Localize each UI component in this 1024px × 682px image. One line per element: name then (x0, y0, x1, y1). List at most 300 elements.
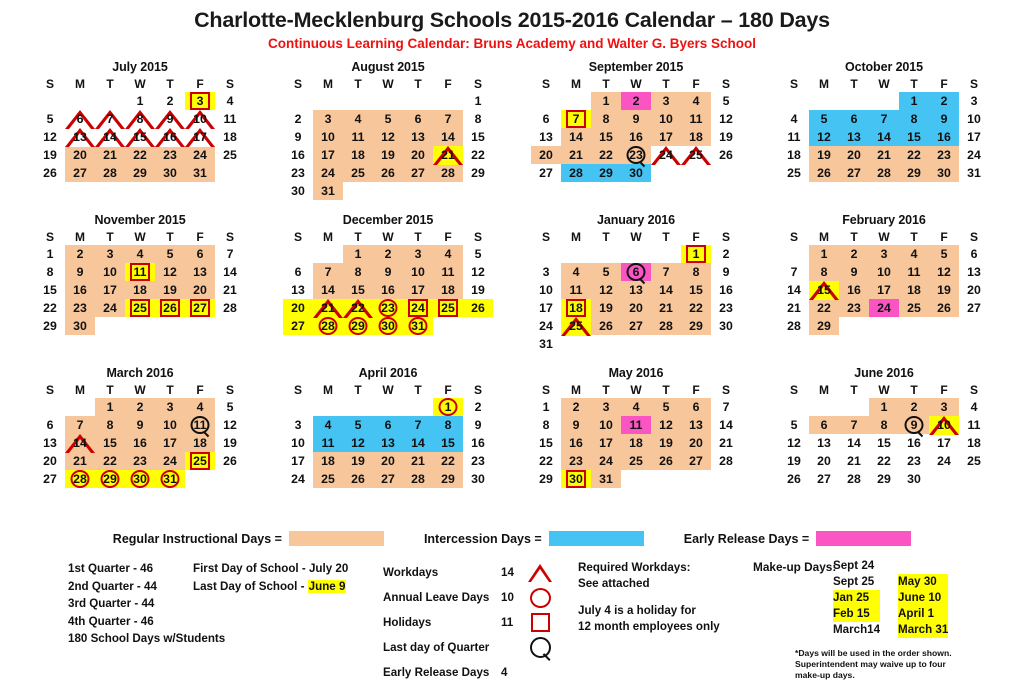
day-number: 6 (970, 246, 978, 261)
day-cell-22 (343, 299, 373, 317)
weekday-header-row (765, 76, 1003, 92)
day-number: 1 (354, 246, 362, 261)
count-row-4 (383, 660, 578, 682)
day-cell-14 (839, 434, 869, 452)
makeup-entry-1: May 30 (898, 574, 948, 590)
day-cell-28 (839, 470, 869, 488)
day-number: 8 (136, 111, 144, 126)
day-cell-24 (313, 164, 343, 182)
day-cell-16 (899, 434, 929, 452)
weekday-label-3: W (382, 77, 394, 91)
weekday-label-3: W (134, 77, 146, 91)
day-cell-22 (591, 146, 621, 164)
day-cell-21 (65, 452, 95, 470)
month-title: December 2015 (342, 213, 434, 227)
day-cell-3 (959, 92, 989, 110)
weekday-label-4: T (166, 230, 174, 244)
week-row (269, 110, 507, 128)
day-number: 29 (817, 318, 831, 333)
day-number: 20 (817, 453, 831, 468)
month-title: October 2015 (844, 60, 923, 74)
empty-cell (779, 398, 809, 416)
day-cell-6 (373, 416, 403, 434)
day-number: 7 (722, 399, 730, 414)
day-cell-5 (463, 245, 493, 263)
day-cell-27 (839, 164, 869, 182)
week-row (517, 281, 755, 299)
weekday-label-6: S (969, 77, 978, 91)
month-title: June 2016 (854, 366, 914, 380)
empty-cell (899, 317, 929, 335)
day-number: 19 (719, 129, 733, 144)
day-cell-26 (343, 470, 373, 488)
day-number: 1 (106, 399, 114, 414)
day-cell-24 (185, 146, 215, 164)
day-number: 6 (820, 417, 828, 432)
count-label: Early Release Days (383, 666, 490, 679)
day-cell-26 (463, 299, 493, 317)
day-number: 11 (907, 264, 921, 279)
day-cell-22 (125, 146, 155, 164)
day-number: 11 (223, 111, 237, 126)
day-cell-21 (433, 146, 463, 164)
day-number: 26 (719, 147, 733, 162)
day-number: 26 (659, 453, 673, 468)
day-number: 20 (629, 300, 643, 315)
day-cell-4 (185, 398, 215, 416)
day-cell-7 (869, 110, 899, 128)
count-row-1 (383, 585, 578, 610)
day-cell-3 (95, 245, 125, 263)
weekday-label-4: T (414, 77, 422, 91)
day-cell-3 (313, 110, 343, 128)
day-cell-18 (343, 146, 373, 164)
day-cell-3 (283, 416, 313, 434)
count-label: Workdays (383, 566, 439, 579)
day-cell-15 (681, 281, 711, 299)
day-number: 3 (324, 111, 332, 126)
day-cell-12 (779, 434, 809, 452)
day-cell-28 (561, 164, 591, 182)
day-cell-16 (65, 281, 95, 299)
day-number: 10 (411, 264, 425, 279)
day-cell-17 (155, 434, 185, 452)
week-row (517, 416, 755, 434)
empty-cell (373, 398, 403, 416)
weekday-label-3: W (630, 77, 642, 91)
day-cell-4 (779, 110, 809, 128)
day-cell-4 (681, 92, 711, 110)
day-number: 17 (103, 282, 117, 297)
day-cell-6 (65, 110, 95, 128)
day-cell-8 (463, 110, 493, 128)
day-number: 11 (569, 282, 583, 297)
day-number: 28 (659, 318, 673, 333)
day-number: 25 (351, 165, 365, 180)
day-number: 27 (629, 318, 643, 333)
weekday-label-6: S (225, 383, 234, 397)
day-number: 3 (940, 399, 948, 414)
weekday-label-1: M (75, 77, 85, 91)
day-cell-16 (373, 281, 403, 299)
counts-list (383, 560, 578, 682)
day-number: 26 (381, 165, 395, 180)
empty-cell (779, 92, 809, 110)
day-cell-12 (463, 263, 493, 281)
day-cell-14 (403, 434, 433, 452)
day-cell-25 (433, 299, 463, 317)
day-number: 31 (411, 318, 425, 333)
empty-cell (621, 245, 651, 263)
week-row (21, 92, 259, 110)
week-row (269, 416, 507, 434)
day-number: 29 (471, 165, 485, 180)
day-cell-29 (343, 317, 373, 335)
page-header (0, 0, 1024, 51)
day-cell-2 (155, 92, 185, 110)
day-cell-9 (155, 110, 185, 128)
week-row (21, 263, 259, 281)
week-row (21, 398, 259, 416)
weekday-label-3: W (878, 77, 890, 91)
month-february-2016 (765, 213, 1003, 366)
day-cell-8 (681, 263, 711, 281)
day-number: 15 (539, 435, 553, 450)
legend-item-instructional (113, 531, 384, 546)
day-number: 31 (599, 471, 613, 486)
day-cell-15 (809, 281, 839, 299)
day-number: 5 (662, 399, 670, 414)
day-cell-11 (185, 416, 215, 434)
day-cell-20 (185, 281, 215, 299)
month-title: April 2016 (358, 366, 418, 380)
day-cell-10 (313, 128, 343, 146)
day-cell-24 (591, 452, 621, 470)
day-cell-8 (591, 110, 621, 128)
day-cell-14 (869, 128, 899, 146)
day-number: 17 (193, 129, 207, 144)
day-number: 6 (196, 246, 204, 261)
weekday-label-3: W (630, 383, 642, 397)
day-cell-5 (779, 416, 809, 434)
day-cell-23 (621, 146, 651, 164)
day-number: 12 (223, 417, 237, 432)
day-number: 25 (321, 471, 335, 486)
day-cell-5 (343, 416, 373, 434)
weekday-label-2: T (850, 77, 858, 91)
count-row-3 (383, 635, 578, 660)
day-number: 2 (474, 399, 482, 414)
day-cell-5 (215, 398, 245, 416)
weekday-label-6: S (473, 77, 482, 91)
day-number: 23 (291, 165, 305, 180)
day-cell-1 (899, 92, 929, 110)
empty-cell (621, 335, 651, 353)
empty-cell (403, 398, 433, 416)
day-cell-10 (95, 263, 125, 281)
day-number: 10 (291, 435, 305, 450)
day-cell-31 (959, 164, 989, 182)
day-number: 23 (471, 453, 485, 468)
week-row (269, 281, 507, 299)
day-number: 17 (937, 435, 951, 450)
empty-cell (65, 398, 95, 416)
day-number: 3 (602, 399, 610, 414)
school-dates (193, 560, 383, 595)
day-number: 15 (441, 435, 455, 450)
day-cell-18 (215, 128, 245, 146)
day-cell-30 (283, 182, 313, 200)
day-number: 19 (223, 435, 237, 450)
empty-cell (839, 398, 869, 416)
day-number: 19 (937, 282, 951, 297)
day-number: 19 (659, 435, 673, 450)
day-cell-27 (35, 470, 65, 488)
day-number: 18 (193, 435, 207, 450)
day-cell-18 (621, 434, 651, 452)
day-number: 7 (226, 246, 234, 261)
day-cell-18 (125, 281, 155, 299)
day-cell-26 (651, 452, 681, 470)
day-number: 22 (817, 300, 831, 315)
day-number: 19 (351, 453, 365, 468)
makeup-footnote-line1: *Days will be used in the order shown. (795, 648, 952, 658)
day-number: 11 (193, 417, 207, 432)
day-number: 11 (351, 129, 365, 144)
day-number: 6 (850, 111, 858, 126)
day-number: 13 (539, 129, 553, 144)
month-march-2016 (21, 366, 259, 519)
day-cell-28 (95, 164, 125, 182)
day-cell-6 (531, 110, 561, 128)
makeup-entry-2: Jan 25 (833, 590, 880, 606)
weekday-label-0: S (789, 230, 798, 244)
day-number: 4 (572, 264, 580, 279)
day-cell-6 (681, 398, 711, 416)
day-number: 20 (539, 147, 553, 162)
last-day-label: Last Day of School - (193, 579, 308, 593)
week-row (21, 164, 259, 182)
empty-cell (185, 470, 215, 488)
makeup-column-1 (833, 558, 880, 638)
week-row (269, 452, 507, 470)
day-number: 5 (602, 264, 610, 279)
month-october-2015 (765, 60, 1003, 213)
day-number: 7 (106, 111, 114, 126)
day-cell-3 (651, 92, 681, 110)
weekday-label-4: T (662, 383, 670, 397)
day-cell-10 (929, 416, 959, 434)
weekday-label-5: F (444, 230, 452, 244)
day-number: 22 (133, 147, 147, 162)
week-row (517, 398, 755, 416)
notes-block (578, 560, 753, 634)
weekday-label-1: M (323, 230, 333, 244)
day-number: 6 (46, 417, 54, 432)
weekday-label-6: S (473, 230, 482, 244)
day-cell-2 (899, 398, 929, 416)
day-number: 14 (321, 282, 335, 297)
day-cell-7 (839, 416, 869, 434)
day-number: 21 (787, 300, 801, 315)
weekday-label-4: T (910, 77, 918, 91)
day-cell-23 (839, 299, 869, 317)
day-cell-11 (959, 416, 989, 434)
day-number: 8 (46, 264, 54, 279)
day-cell-11 (313, 434, 343, 452)
day-cell-21 (839, 452, 869, 470)
day-cell-23 (711, 299, 741, 317)
day-cell-8 (433, 416, 463, 434)
day-number: 27 (193, 300, 207, 315)
weekday-label-5: F (196, 77, 204, 91)
day-cell-9 (929, 110, 959, 128)
day-cell-29 (869, 470, 899, 488)
day-number: 30 (937, 165, 951, 180)
day-number: 2 (384, 246, 392, 261)
day-number: 4 (354, 111, 362, 126)
day-number: 3 (106, 246, 114, 261)
day-cell-29 (125, 164, 155, 182)
day-cell-11 (779, 128, 809, 146)
day-number: 5 (790, 417, 798, 432)
day-cell-27 (809, 470, 839, 488)
day-cell-5 (809, 110, 839, 128)
weekday-label-4: T (414, 383, 422, 397)
weekday-label-0: S (789, 383, 798, 397)
week-row (21, 110, 259, 128)
empty-cell (621, 470, 651, 488)
day-cell-9 (125, 416, 155, 434)
day-number: 20 (381, 453, 395, 468)
quarter-line-1: 2nd Quarter - 44 (68, 579, 157, 593)
day-number: 28 (441, 165, 455, 180)
day-number: 21 (847, 453, 861, 468)
week-row (269, 182, 507, 200)
day-cell-30 (711, 317, 741, 335)
day-cell-31 (591, 470, 621, 488)
day-number: 9 (294, 129, 302, 144)
day-number: 2 (910, 399, 918, 414)
weekday-label-4: T (166, 77, 174, 91)
makeup-entry-4: March 31 (898, 623, 949, 636)
empty-cell (185, 317, 215, 335)
day-number: 1 (910, 93, 918, 108)
day-cell-14 (561, 128, 591, 146)
day-number: 5 (940, 246, 948, 261)
day-number: 28 (847, 471, 861, 486)
day-cell-6 (809, 416, 839, 434)
day-number: 9 (722, 264, 730, 279)
day-cell-26 (215, 452, 245, 470)
makeup-column-2 (898, 558, 948, 638)
day-cell-7 (433, 110, 463, 128)
day-cell-1 (531, 398, 561, 416)
day-cell-2 (125, 398, 155, 416)
day-number: 16 (907, 435, 921, 450)
week-row (765, 110, 1003, 128)
weekday-header-row (21, 382, 259, 398)
day-number: 4 (692, 93, 700, 108)
day-number: 17 (539, 300, 553, 315)
empty-cell (313, 245, 343, 263)
day-cell-2 (711, 245, 741, 263)
day-cell-9 (463, 416, 493, 434)
day-cell-24 (869, 299, 899, 317)
day-cell-9 (65, 263, 95, 281)
empty-cell (343, 92, 373, 110)
day-number: 6 (692, 399, 700, 414)
legend-item-intercession (424, 531, 644, 546)
week-row (21, 416, 259, 434)
day-cell-31 (313, 182, 343, 200)
day-number: 9 (850, 264, 858, 279)
day-cell-20 (403, 146, 433, 164)
day-cell-9 (711, 263, 741, 281)
day-cell-1 (125, 92, 155, 110)
weekday-header-row (517, 382, 755, 398)
day-number: 19 (471, 282, 485, 297)
circle-legend-icon (530, 588, 551, 608)
day-number: 2 (850, 246, 858, 261)
empty-cell (681, 470, 711, 488)
day-cell-15 (95, 434, 125, 452)
day-number: 19 (787, 453, 801, 468)
makeup-entry-3: April 1 (898, 606, 948, 622)
day-cell-6 (959, 245, 989, 263)
empty-cell (651, 245, 681, 263)
first-day-line: First Day of School - July 20 (193, 562, 349, 575)
day-number: 12 (719, 111, 733, 126)
day-cell-13 (373, 434, 403, 452)
day-number: 21 (719, 435, 733, 450)
day-cell-20 (621, 299, 651, 317)
day-number: 23 (133, 453, 147, 468)
day-number: 22 (689, 300, 703, 315)
day-number: 15 (103, 435, 117, 450)
day-cell-8 (35, 263, 65, 281)
empty-cell (839, 92, 869, 110)
weekday-label-5: F (940, 230, 948, 244)
day-number: 23 (381, 300, 395, 315)
day-number: 15 (471, 129, 485, 144)
day-cell-14 (711, 416, 741, 434)
day-number: 25 (689, 147, 703, 162)
legend-label: Regular Instructional Days = (112, 531, 282, 546)
day-cell-1 (343, 245, 373, 263)
day-number: 31 (539, 336, 553, 351)
week-row (269, 317, 507, 335)
weekday-header-row (21, 76, 259, 92)
day-number: 23 (847, 300, 861, 315)
weekday-label-6: S (473, 383, 482, 397)
day-cell-25 (561, 317, 591, 335)
day-cell-13 (531, 128, 561, 146)
day-number: 29 (103, 471, 117, 486)
day-cell-23 (463, 452, 493, 470)
weekday-label-3: W (878, 230, 890, 244)
day-cell-26 (711, 146, 741, 164)
empty-cell (283, 245, 313, 263)
empty-cell (779, 245, 809, 263)
day-cell-24 (155, 452, 185, 470)
day-number: 24 (659, 147, 673, 162)
day-cell-1 (35, 245, 65, 263)
day-cell-14 (313, 281, 343, 299)
day-number: 3 (662, 93, 670, 108)
month-may-2016 (517, 366, 755, 519)
day-cell-30 (65, 317, 95, 335)
